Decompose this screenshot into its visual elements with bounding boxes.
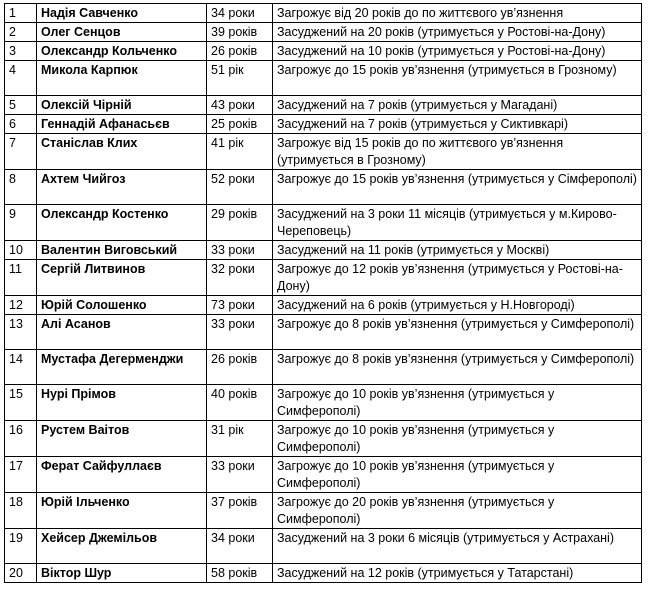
table-row xyxy=(5,23,642,42)
row-number: 18 xyxy=(5,493,37,529)
row-number: 2 xyxy=(5,23,37,42)
person-age: 34 роки xyxy=(207,4,273,23)
sentence-status: Загрожує до 20 років ув’язнення (утримується у Симферополі) xyxy=(273,493,642,529)
person-name: Микола Карпюк xyxy=(37,61,207,96)
sentence-status: Загрожує до 10 років ув’язнення (утримується у Симферополі) xyxy=(273,421,642,457)
row-number: 10 xyxy=(5,241,37,260)
sentence-status: Загрожує до 10 років ув’язнення (утримується у Симферополі) xyxy=(273,457,642,493)
person-name: Віктор Шур xyxy=(37,564,207,583)
person-age: 39 років xyxy=(207,23,273,42)
person-name: Олег Сенцов xyxy=(37,23,207,42)
row-number: 11 xyxy=(5,260,37,296)
person-age: 51 рік xyxy=(207,61,273,96)
table-row xyxy=(5,42,642,61)
person-age: 58 років xyxy=(207,564,273,583)
person-name: Юрій Ільченко xyxy=(37,493,207,529)
person-name: Алі Асанов xyxy=(37,315,207,350)
table-row xyxy=(5,315,642,350)
row-number: 6 xyxy=(5,115,37,134)
sentence-status: Засуджений на 6 років (утримується у Н.Новгороді) xyxy=(273,296,642,315)
person-age: 32 роки xyxy=(207,260,273,296)
person-name: Ахтем Чийгоз xyxy=(37,170,207,205)
sentence-status: Засуджений на 3 роки 11 місяців (утримується у м.Кирово-Череповець) xyxy=(273,205,642,241)
person-age: 73 роки xyxy=(207,296,273,315)
person-age: 31 рік xyxy=(207,421,273,457)
person-age: 25 років xyxy=(207,115,273,134)
person-age: 37 років xyxy=(207,493,273,529)
table-body xyxy=(5,4,642,583)
row-number: 5 xyxy=(5,96,37,115)
sentence-status: Засуджений на 3 роки 6 місяців (утримується у Астрахані) xyxy=(273,529,642,564)
person-age: 43 роки xyxy=(207,96,273,115)
sentence-status: Засуджений на 10 років (утримується у Ростові-на-Дону) xyxy=(273,42,642,61)
table-row xyxy=(5,134,642,170)
table-row xyxy=(5,350,642,385)
sentence-status: Засуджений на 7 років (утримується у Магадані) xyxy=(273,96,642,115)
person-age: 33 роки xyxy=(207,241,273,260)
row-number: 19 xyxy=(5,529,37,564)
row-number: 4 xyxy=(5,61,37,96)
table-row xyxy=(5,241,642,260)
table-row xyxy=(5,4,642,23)
row-number: 15 xyxy=(5,385,37,421)
row-number: 1 xyxy=(5,4,37,23)
person-name: Геннадій Афанасьєв xyxy=(37,115,207,134)
person-age: 40 років xyxy=(207,385,273,421)
sentence-status: Загрожує до 15 років ув’язнення (утримується в Грозному) xyxy=(273,61,642,96)
sentence-status: Загрожує до 12 років ув’язнення (утримується у Ростові-на-Дону) xyxy=(273,260,642,296)
person-age: 26 років xyxy=(207,350,273,385)
person-age: 29 років xyxy=(207,205,273,241)
person-name: Олександр Костенко xyxy=(37,205,207,241)
table-row xyxy=(5,170,642,205)
sentence-status: Загрожує від 15 років до по життєвого ув’язнення (утримується в Грозному) xyxy=(273,134,642,170)
table-row xyxy=(5,493,642,529)
sentence-status: Загрожує до 8 років ув’язнення (утримується у Симферополі) xyxy=(273,350,642,385)
person-name: Юрій Солошенко xyxy=(37,296,207,315)
person-name: Хейсер Джемільов xyxy=(37,529,207,564)
row-number: 3 xyxy=(5,42,37,61)
table-row xyxy=(5,260,642,296)
person-age: 52 роки xyxy=(207,170,273,205)
prisoners-table xyxy=(4,3,642,583)
person-name: Валентин Виговський xyxy=(37,241,207,260)
person-name: Нурі Прімов xyxy=(37,385,207,421)
row-number: 20 xyxy=(5,564,37,583)
sentence-status: Засуджений на 7 років (утримується у Сиктивкарі) xyxy=(273,115,642,134)
person-name: Олексій Чірній xyxy=(37,96,207,115)
table-row xyxy=(5,296,642,315)
sentence-status: Загрожує до 15 років ув’язнення (утримується у Сімферополі) xyxy=(273,170,642,205)
table-row xyxy=(5,115,642,134)
row-number: 7 xyxy=(5,134,37,170)
sentence-status: Загрожує до 8 років ув’язнення (утримується у Симферополі) xyxy=(273,315,642,350)
sentence-status: Засуджений на 11 років (утримується у Москві) xyxy=(273,241,642,260)
person-age: 33 роки xyxy=(207,315,273,350)
person-name: Надія Савченко xyxy=(37,4,207,23)
table-row xyxy=(5,61,642,96)
row-number: 8 xyxy=(5,170,37,205)
sentence-status: Засуджений на 12 років (утримується у Татарстані) xyxy=(273,564,642,583)
person-name: Рустем Ваітов xyxy=(37,421,207,457)
table-row xyxy=(5,564,642,583)
table-row xyxy=(5,529,642,564)
table-row xyxy=(5,457,642,493)
table-row xyxy=(5,96,642,115)
person-age: 26 років xyxy=(207,42,273,61)
row-number: 9 xyxy=(5,205,37,241)
sentence-status: Загрожує до 10 років ув’язнення (утримується у Симферополі) xyxy=(273,385,642,421)
person-name: Ферат Сайфуллаєв xyxy=(37,457,207,493)
person-name: Сергій Литвинов xyxy=(37,260,207,296)
person-name: Мустафа Дегерменджи xyxy=(37,350,207,385)
row-number: 12 xyxy=(5,296,37,315)
table-row xyxy=(5,421,642,457)
person-age: 41 рік xyxy=(207,134,273,170)
table-row xyxy=(5,385,642,421)
person-age: 33 роки xyxy=(207,457,273,493)
person-age: 34 роки xyxy=(207,529,273,564)
row-number: 13 xyxy=(5,315,37,350)
table-row xyxy=(5,205,642,241)
person-name: Олександр Кольченко xyxy=(37,42,207,61)
row-number: 14 xyxy=(5,350,37,385)
sentence-status: Загрожує від 20 років до по життєвого ув’язнення xyxy=(273,4,642,23)
sentence-status: Засуджений на 20 років (утримується у Ростові-на-Дону) xyxy=(273,23,642,42)
person-name: Станіслав Клих xyxy=(37,134,207,170)
row-number: 16 xyxy=(5,421,37,457)
row-number: 17 xyxy=(5,457,37,493)
